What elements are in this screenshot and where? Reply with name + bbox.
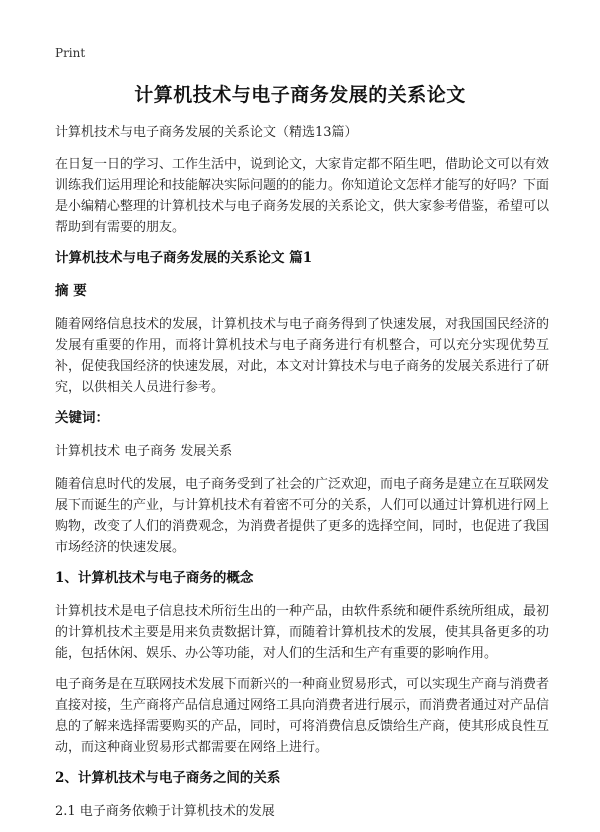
intro-paragraph: 在日复一日的学习、工作生活中，说到论文，大家肯定都不陌生吧，借助论文可以有效训练我们运用理论和技能解决实际问题的的能力。你知道论文怎样才能写的好吗？下面是小编精心整理的计算机技术与电子商务发展的关系论文，供大家参考借鉴，希望可以帮助到有需要的朋友。 xyxy=(55,157,550,235)
abstract-paragraph: 随着网络信息技术的发展，计算机技术与电子商务得到了快速发展，对我国国民经济的发展有重要的作用，而将计算机技术与电子商务进行有机整合，可以充分实现优势互补，促使我国经济的快速发展，对此，本文对计算技术与电子商务的发展关系进行了研究，以供相关人员进行参考。 xyxy=(55,317,550,395)
print-label: Print xyxy=(55,46,86,60)
body-paragraph: 随着信息时代的发展，电子商务受到了社会的广泛欢迎，而电子商务是建立在互联网发展下而诞生的产业，与计算机技术有着密不可分的关系，人们可以通过计算机进行网上购物，改变了人们的消费观念，为消费者提供了更多的选择空间，同时，也促进了我国市场经济的快速发展。 xyxy=(55,477,550,555)
document-title: 计算机技术与电子商务发展的关系论文 xyxy=(134,84,466,106)
keywords-heading: 关键词： xyxy=(55,410,109,426)
section-heading: 计算机技术与电子商务发展的关系论文 篇1 xyxy=(55,250,313,266)
keywords-text: 计算机技术 电子商务 发展关系 xyxy=(55,444,233,459)
abstract-heading: 摘 要 xyxy=(55,283,87,299)
body-paragraph: 计算机技术是电子信息技术所衍生出的一种产品，由软件系统和硬件系统所组成，最初的计算机技术主要是用来负责数据计算，而随着计算机技术的发展，使其具备更多的功能，包括休闲、娱乐、办公等功能，对人们的生活和生产有重要的影响作用。 xyxy=(55,604,550,661)
concept-heading: 1、计算机技术与电子商务的概念 xyxy=(55,570,254,586)
subsection-heading: 2.1 电子商务依赖于计算机技术的发展 xyxy=(55,804,275,819)
relation-heading: 2、计算机技术与电子商务之间的关系 xyxy=(55,770,281,786)
document-subtitle: 计算机技术与电子商务发展的关系论文（精选13篇） xyxy=(55,125,358,140)
body-paragraph: 电子商务是在互联网技术发展下而新兴的一种商业贸易形式，可以实现生产商与消费者直接对接，生产商将产品信息通过网络工具向消费者进行展示，而消费者通过对产品信息的了解来选择需要购买的产品，同时，可将消费信息反馈给生产商，使其形成良性互动，而这种商业贸易形式都需要在网络上进行。 xyxy=(55,677,550,755)
document-body xyxy=(55,122,549,832)
